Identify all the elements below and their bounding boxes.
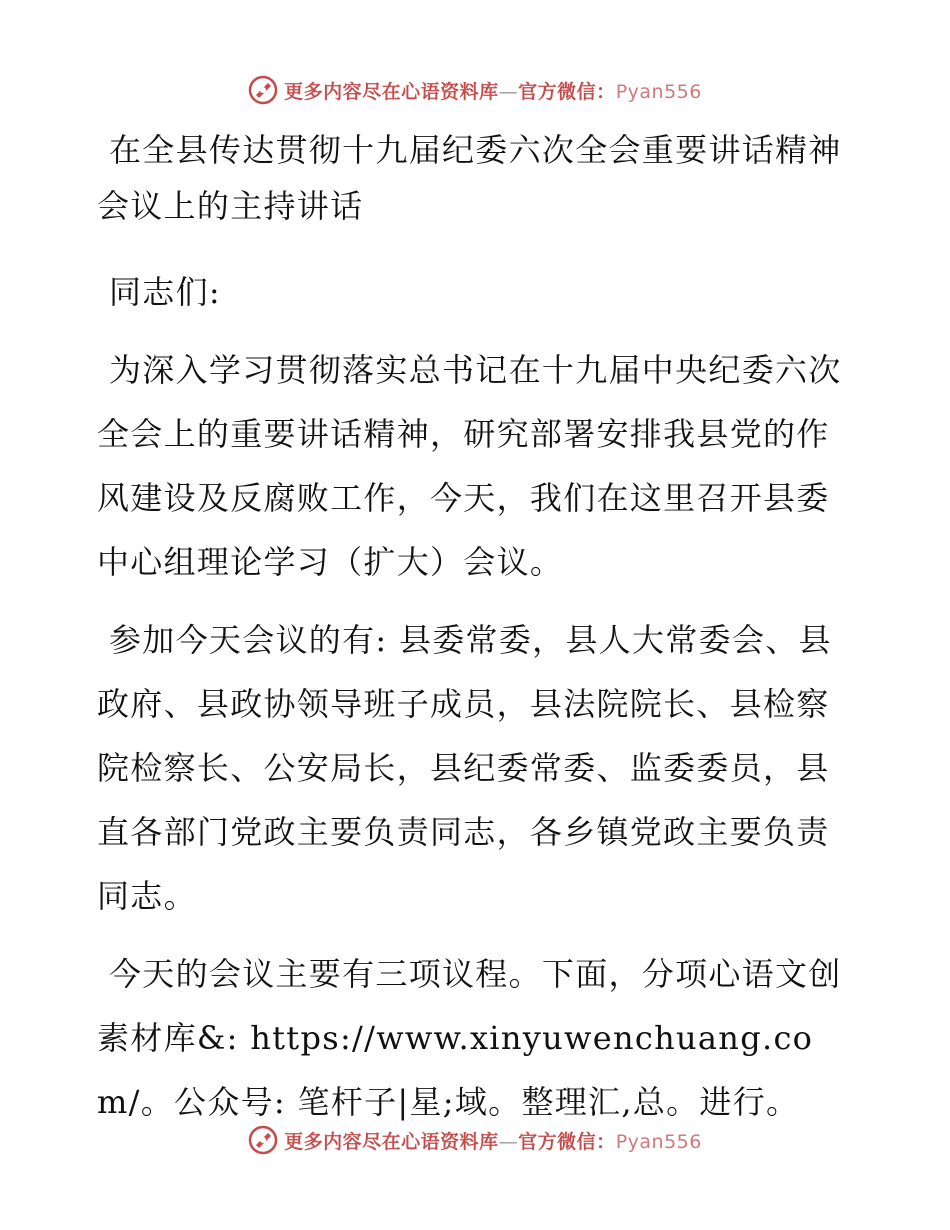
document-title: 在全县传达贯彻十九届纪委六次全会重要讲话精神会议上的主持讲话 (97, 131, 842, 225)
header-watermark-banner (0, 70, 950, 110)
watermark-dash: — (498, 1130, 519, 1153)
watermark-label: 官方微信： (518, 1130, 616, 1153)
watermark-prefix: 更多内容尽在心语资料库 (284, 1130, 499, 1153)
watermark-prefix: 更多内容尽在心语资料库 (284, 80, 499, 103)
watermark-wechat-id: Pyan556 (615, 1130, 702, 1153)
watermark-text (284, 1127, 702, 1154)
pen-logo-icon (248, 75, 278, 105)
watermark-dash: — (498, 80, 519, 103)
watermark-wechat-id: Pyan556 (615, 80, 702, 103)
watermark-label: 官方微信： (518, 80, 616, 103)
paragraph-attendees: 参加今天会议的有: 县委常委，县人大常委会、县政府、县政协领导班子成员，县法院院长、县检察院检察长、公安局长，县纪委常委、监委委员，县直各部门党政主要负责同志，各乡镇党政主要负责同志。 (97, 621, 832, 915)
document-body (97, 122, 857, 1134)
paragraph-agenda: 今天的会议主要有三项议程。下面，分项心语文创素材库&: https://www.xinyuwenchuang.com/。公众号: 笔杆子|星;域。整理汇,总。进行。 (97, 955, 842, 1121)
footer-watermark-banner (0, 1120, 950, 1160)
pen-logo-icon (248, 1125, 278, 1155)
watermark-text (284, 77, 702, 104)
paragraph-salutation: 同志们: (109, 273, 221, 311)
paragraph-purpose: 为深入学习贯彻落实总书记在十九届中央纪委六次全会上的重要讲话精神，研究部署安排我县党的作风建设及反腐败工作，今天，我们在这里召开县委中心组理论学习（扩大）会议。 (97, 351, 842, 581)
